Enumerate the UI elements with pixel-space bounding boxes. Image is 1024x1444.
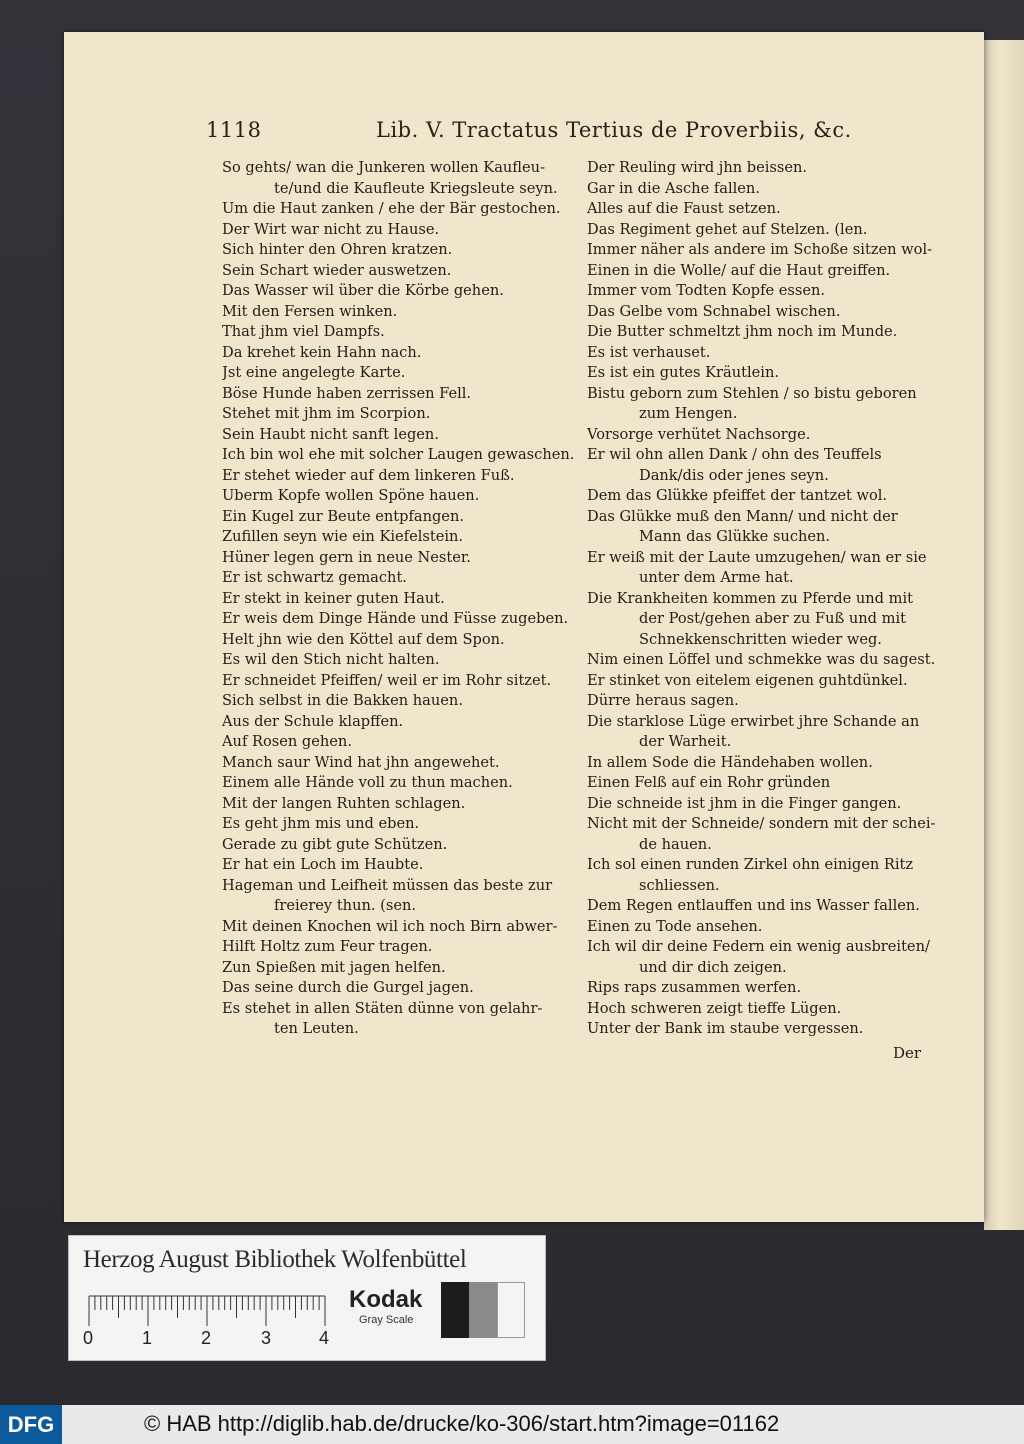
ruler-label: 4 <box>319 1328 330 1348</box>
footer-bar <box>0 1405 1024 1444</box>
text-line: Dürre heraus sagen. <box>587 692 739 709</box>
text-line: Gerade zu gibt gute Schützen. <box>222 835 448 853</box>
catchword: Der <box>893 1044 922 1062</box>
text-line: Es ist ein gutes Kräutlein. <box>587 364 780 381</box>
ruler-label: 3 <box>261 1328 272 1348</box>
text-line: Helt jhn wie den Köttel auf dem Spon. <box>222 630 505 648</box>
text-line: Immer vom Todten Kopfe essen. <box>587 282 826 299</box>
text-line: So gehts/ wan die Junkeren wollen Kaufleu- <box>222 159 545 176</box>
page-number: 1118 <box>206 118 262 142</box>
facing-page-edge <box>984 40 1024 1230</box>
library-name: Herzog August Bibliothek Wolfenbüttel <box>83 1246 467 1273</box>
text-line: That jhm viel Dampfs. <box>222 323 385 340</box>
text-line: Das Glükke muß den Mann/ und nicht der <box>587 507 898 525</box>
text-line: Immer näher als andere im Schoße sitzen wol- <box>587 241 933 258</box>
text-line: Er hat ein Loch im Haubte. <box>222 856 424 873</box>
text-line: und dir dich zeigen. <box>639 958 787 976</box>
text-line: Die starklose Lüge erwirbet jhre Schande an <box>587 712 920 730</box>
text-line: Er schneidet Pfeiffen/ weil er im Rohr sitzet. <box>222 671 552 689</box>
text-line: Rips raps zusammen werfen. <box>587 979 802 996</box>
ruler-label: 2 <box>201 1328 212 1348</box>
color-reference-card <box>68 1235 546 1361</box>
text-line: de hauen. <box>639 835 712 853</box>
text-line: Zun Spießen mit jagen helfen. <box>222 958 446 976</box>
text-line: Es ist verhauset. <box>587 343 711 361</box>
text-line: Der Wirt war nicht zu Hause. <box>222 220 440 238</box>
text-line: Gar in die Asche fallen. <box>587 179 760 197</box>
text-line: Mit der langen Ruhten schlagen. <box>222 794 466 812</box>
gray-swatch-dark <box>441 1282 469 1338</box>
text-line: Ich bin wol ehe mit solcher Laugen gewaschen. <box>222 446 574 463</box>
running-head <box>206 118 866 146</box>
text-line: freierey thun. (sen. <box>274 897 417 914</box>
text-line: Hoch schweren zeigt tieffe Lügen. <box>587 999 842 1017</box>
text-line: Unter der Bank im staube vergessen. <box>587 1020 864 1037</box>
text-line: unter dem Arme hat. <box>639 569 794 586</box>
text-line: Es wil den Stich nicht halten. <box>222 651 440 668</box>
text-line: der Warheit. <box>639 733 732 750</box>
text-line: Der Reuling wird jhn beissen. <box>587 159 808 176</box>
right-text-column <box>587 158 937 1040</box>
text-line: Die schneide ist jhm in die Finger gangen. <box>587 794 902 812</box>
text-line: Alles auf die Faust setzen. <box>587 200 781 217</box>
text-line: Bistu geborn zum Stehlen / so bistu geboren <box>587 384 917 402</box>
text-line: Nicht mit der Schneide/ sondern mit der schei- <box>587 815 936 832</box>
text-line: Sein Schart wieder auswetzen. <box>222 261 452 279</box>
text-line: Das Gelbe vom Schnabel wischen. <box>587 302 841 320</box>
text-line: Zufillen seyn wie ein Kiefelstein. <box>222 528 464 545</box>
text-line: Ein Kugel zur Beute entpfangen. <box>222 507 464 525</box>
text-line: Dank/dis oder jenes seyn. <box>639 466 829 484</box>
text-line: Er weis dem Dinge Hände und Füsse zugeben. <box>222 610 569 627</box>
text-line: Er stekt in keiner guten Haut. <box>222 589 445 607</box>
text-line: In allem Sode die Händehaben wollen. <box>587 753 873 771</box>
running-title: Lib. V. Tractatus Tertius de Proverbiis, &c. <box>376 118 852 142</box>
text-line: Uberm Kopfe wollen Spöne hauen. <box>222 487 480 504</box>
text-line: Nim einen Löffel und schmekke was du sagest. <box>587 651 936 668</box>
text-line: Einen Felß auf ein Rohr gründen <box>587 774 831 791</box>
copyright-link[interactable]: © HAB http://diglib.hab.de/drucke/ko-306/start.htm?image=01162 <box>144 1411 780 1436</box>
text-line: Auf Rosen gehen. <box>222 733 352 750</box>
text-line: Schnekkenschritten wieder weg. <box>639 630 882 648</box>
text-line: Die Krankheiten kommen zu Pferde und mit <box>587 589 914 607</box>
text-line: Er stehet wieder auf dem linkeren Fuß. <box>222 466 515 484</box>
text-line: Sich selbst in die Bakken hauen. <box>222 692 463 709</box>
text-line: Sich hinter den Ohren kratzen. <box>222 241 453 258</box>
text-line: Es stehet in allen Stäten dünne von gelahr- <box>222 999 543 1017</box>
text-line: Einen in die Wolle/ auf die Haut greiffen. <box>587 261 891 279</box>
text-line: Mit den Fersen winken. <box>222 302 398 320</box>
text-line: Das seine durch die Gurgel jagen. <box>222 979 474 996</box>
dfg-logo: DFG <box>0 1405 62 1444</box>
text-line: Ich sol einen runden Zirkel ohn einigen Ritz <box>587 856 914 873</box>
text-line: Mann das Glükke suchen. <box>639 528 831 545</box>
text-line: Vorsorge verhütet Nachsorge. <box>587 425 811 443</box>
text-line: der Post/gehen aber zu Fuß und mit <box>639 610 907 627</box>
text-line: Aus der Schule klapffen. <box>222 712 404 730</box>
text-line: Es geht jhm mis und eben. <box>222 815 420 832</box>
kodak-logo: Kodak <box>349 1286 423 1313</box>
text-line: Stehet mit jhm im Scorpion. <box>222 405 431 422</box>
text-line: schliessen. <box>639 876 720 894</box>
left-text-column <box>222 158 574 1040</box>
text-line: Er weiß mit der Laute umzugehen/ wan er sie <box>587 548 927 566</box>
text-line: Sein Haubt nicht sanft legen. <box>222 425 439 443</box>
text-line: Er stinket von eitelem eigenen guhtdünkel. <box>587 671 908 689</box>
text-line: te/und die Kaufleute Kriegsleute seyn. <box>274 179 558 197</box>
text-line: Mit deinen Knochen wil ich noch Birn abwer- <box>222 917 558 935</box>
gray-swatch-mid <box>469 1282 497 1338</box>
text-line: Hüner legen gern in neue Nester. <box>222 548 471 566</box>
text-line: Da krehet kein Hahn nach. <box>222 343 422 361</box>
text-line: Das Wasser wil über die Körbe gehen. <box>222 282 504 299</box>
gray-swatch-light <box>497 1282 525 1338</box>
text-line: Manch saur Wind hat jhn angewehet. <box>222 753 500 771</box>
text-line: Die Butter schmeltzt jhm noch im Munde. <box>587 323 898 340</box>
text-line: Jst eine angelegte Karte. <box>222 364 406 381</box>
text-line: zum Hengen. <box>639 405 738 422</box>
text-line: Einem alle Hände voll zu thun machen. <box>222 774 513 791</box>
text-line: Böse Hunde haben zerrissen Fell. <box>222 384 472 402</box>
text-line: ten Leuten. <box>274 1020 359 1037</box>
text-line: Hilft Holtz zum Feur tragen. <box>222 938 433 955</box>
text-line: Einen zu Tode ansehen. <box>587 917 763 935</box>
text-line: Um die Haut zanken / ehe der Bär gestochen. <box>222 200 561 217</box>
text-line: Dem das Glükke pfeiffet der tantzet wol. <box>587 487 888 504</box>
gray-scale-label: Gray Scale <box>359 1314 414 1326</box>
text-line: Ich wil dir deine Federn ein wenig ausbreiten/ <box>587 938 930 955</box>
text-line: Er wil ohn allen Dank / ohn des Teuffels <box>587 446 882 463</box>
text-line: Er ist schwartz gemacht. <box>222 569 407 586</box>
ruler-label: 0 <box>83 1328 94 1348</box>
text-line: Dem Regen entlauffen und ins Wasser fallen. <box>587 897 920 914</box>
ruler-label: 1 <box>142 1328 153 1348</box>
text-line: Das Regiment gehet auf Stelzen. (len. <box>587 220 868 238</box>
text-line: Hageman und Leifheit müssen das beste zur <box>222 876 553 894</box>
